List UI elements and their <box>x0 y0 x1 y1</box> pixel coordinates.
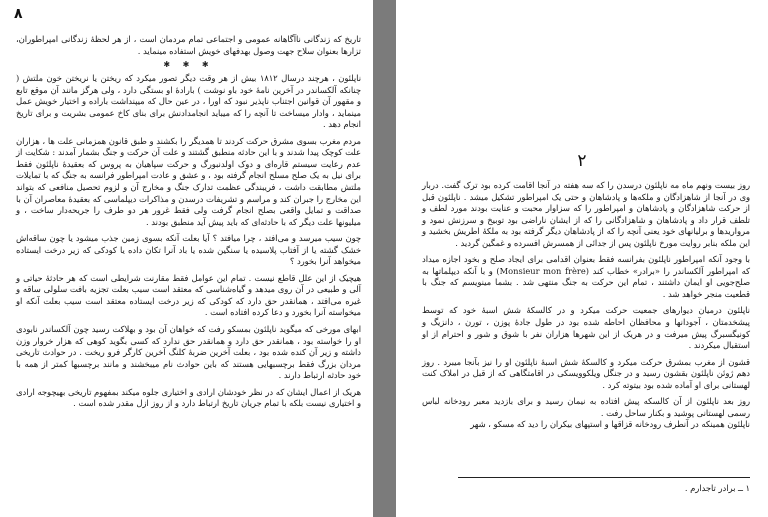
paragraph: هریک از اعمال ایشان که در نظر خودشان ارادی و اختیاری جلوه میکند بمفهوم تاریخی بهیچوجه ارادی و اختیاری نیست بلکه با تمام جریان تاریخ ارتباط دارد و از روز ازل مقدر شده است . <box>16 386 361 409</box>
paragraph: هیچیک از این علل قاطع نیست . تمام این عوامل فقط مقارنت شرایطی است که هر حادثهٔ حیاتی و آلی و طبیعی در آن روی میدهد و گیاه‌شناسی که معتقد است سیب بعلت تجزیه بافت سلولی ساقه و غیره می‌افتد ، همانقدر حق دارد که کودکی که زیر درخت ایستاده معتقد است سیب بعلت آنکه او میخواسته آنرا بخورد و دعا کرده افتاده است . <box>16 272 361 318</box>
paragraph: ناپلئون درمیان دیوارهای جمعیت حرکت میکرد و در کالسکهٔ شش اسبهٔ خود که توسط پیشخدمتان ، آجودانها و محافظان احاطه شده بود در طول جادهٔ پوزن ، تورن ، دانزیگ و کونیگسبرگ پیش میرفت و در هریک از این شهرها هزاران نفر با شوق و شور و احترام از او استقبال میکردند . <box>422 305 750 351</box>
paragraph: ناپلئون ، هرچند درسال ۱۸۱۲ بیش از هر وقت دیگر تصور میکرد که ریختن یا نریختن خون ملتش ( چنانکه آلکساندر در آخرین نامهٔ خود باو نوشت ) بارادهٔ او بستگی دارد ، ولی هرگز مانند آن موقع تابع و مقهور آن قوانین اجتناب ناپذیر نبود که اورا ، در عین حال که میپنداشت باراده و اختیار خویش عمل مینماید ، وادار میساخت تا آنچه را که میباید انجامدادنش برای بنای کاخ عمومی بشریت و برای تاریخ انجام دهد . <box>16 73 362 130</box>
chapter-body <box>422 180 750 431</box>
paragraph: روز بعد ناپلئون از آن کالسکه پیش افتاده به نیمان رسید و برای بازدید معبر رودخانه لباس رسمی لهستانی پوشید و بکنار ساحل رفت . <box>422 396 750 418</box>
paragraph: ابهای مورخی که میگوید ناپلئون بمسکو رفت که خواهان آن بود و بهلاکت رسید چون آلکساندر نابودی او را خواسته بود ، همانقدر حق دارد و همانقدر حق ندارد که کسی بگوید کوهی که هزار خروار وزن داشته و زیر آن کنده شده بود ، بعلت آخرین ضربهٔ کلنگ آخرین کارگر فرو ریخت . در حوادث تاریخی مردان بزرگ فقط برچسبهایی هستند که باین حوادث نام میبخشند و مانند برچسبها کمتر از همه با خود حادثه ارتباط دارند . <box>16 324 361 381</box>
paragraph: تاریخ که زندگانی ناآگاهانه عمومی و اجتماعی تمام مردمان است ، از هر لحظهٔ زندگانی امپراطوران، تزارها بعنوان سلاح جهت وصول بهدفهای خویش استفاده مینماید . <box>16 34 361 56</box>
chapter-number: ۲ <box>577 151 587 171</box>
paragraph: روز بیست ونهم ماه مه ناپلئون درسدن را که سه هفته در آنجا اقامت کرده بود ترک گفت. دربار وی در آنجا از شاهزادگان و ملکه‌ها و پادشاهان و حتی یک امپراطور تشکیل میشد . ناپلئون قبل از حرکت شاهزادگان و پادشاهان و امپراطور را که سزاوار محبت و عنایت بودند مورد لطف و تلطف قرار داد و پادشاهان و شاهزادگانی را که از ایشان ناراضی بود توبیخ و سرزنش نمود و مرواریدها و برلیانهای خود یعنی آنچه را که از پادشاهان دیگر گرفته بود به ملکهٔ اطریش بخشید و این ملکه بنابر روایت مورخ ناپلئون پس از جدائی از همسرش افسرده و غمگین گردید . <box>422 180 750 248</box>
footnote-divider <box>458 477 750 478</box>
paragraph: قشون از مغرب بمشرق حرکت میکرد و کالسکهٔ شش اسبهٔ ناپلئون او را نیز بآنجا میبرد . روز دهم ژوئن ناپلئون بقشون رسید و در جنگل ویلکوویسکی در اقامتگاهی که از قبل در املاک کنت لهستانی برای او آماده شده بود بیتوته کرد . <box>422 356 750 390</box>
footnote: ۱ ــ برادر تاجدارم . <box>684 483 750 493</box>
left-book-page <box>0 0 373 517</box>
paragraph: با وجود آنکه امپراطور ناپلئون بفرانسه فقط بعنوان اقدامی برای ایجاد صلح و بخود اجازه میداد که امپراطور آلکساندر را «برادر» خطاب کند (Monsieur mon frère) و با آنکه دیپلماتها به صلح‌جویی او ایمان داشتند ، تمام این حرکت به جنگ منتهی شد . بشما مینویسم که جنگ با قطعیت منجر خواهد شد . <box>422 254 750 299</box>
section-ornament: ✱ ✱ ✱ <box>163 60 214 70</box>
right-book-page <box>396 0 768 517</box>
page-number: ۸ <box>14 6 23 22</box>
paragraph: ناپلئون همینکه در آنطرف رودخانه قزاقها و استپهای بیکران را دید که مسکو ، شهر <box>470 419 750 430</box>
paragraph: مردم مغرب بسوی مشرق حرکت کردند تا همدیگر را بکشند و طبق قانون همزمانی علت ها ، هزاران علت کوچک پیدا شدند و با این حادثه منطبق گشتند و علت آن حرکت و جنگ بشمار آمدند : شکایت از عدم رعایت سیستم قاره‌ای و دوک اولدنبورگ و حرکت سپاهیان به پروس که بعقیدهٔ ناپلئون فقط برای نیل به یک صلح مسلح انجام گرفته بود ، و عشق و عادت امپراطور فرانسه به جنگ که با تمایلات ملتش مطابقت داشت ، فریبندگی عظمت تدارک جنگ و مخارج آن و لزوم تحصیل منافعی که بتواند این مخارج را جبران کند و مراسم و تشریفات درسدن و مذاکرات دیپلماسی که بعقیدهٔ معاصران آن با صداقت و تمایل واقعی بصلح انجام گرفت ولی فقط غرور هر دو طرف را جریحه‌دار ساخت ، و میلیونها علت دیگر که با حادثه‌ای که باید پیش آید منطبق بودند . <box>16 135 361 227</box>
paragraph: چون سیب میرسد و می‌افتد ، چرا میافتد ؟ آیا بعلت آنکه بسوی زمین جذب میشود یا چون ساقه‌اش خشک گشته یا از آفتاب پلاسیده یا سنگین شده یا باد آنرا تکان داده یا کودکی که زیر درخت ایستاده میخواهد آنرا بخورد ؟ <box>16 233 361 267</box>
